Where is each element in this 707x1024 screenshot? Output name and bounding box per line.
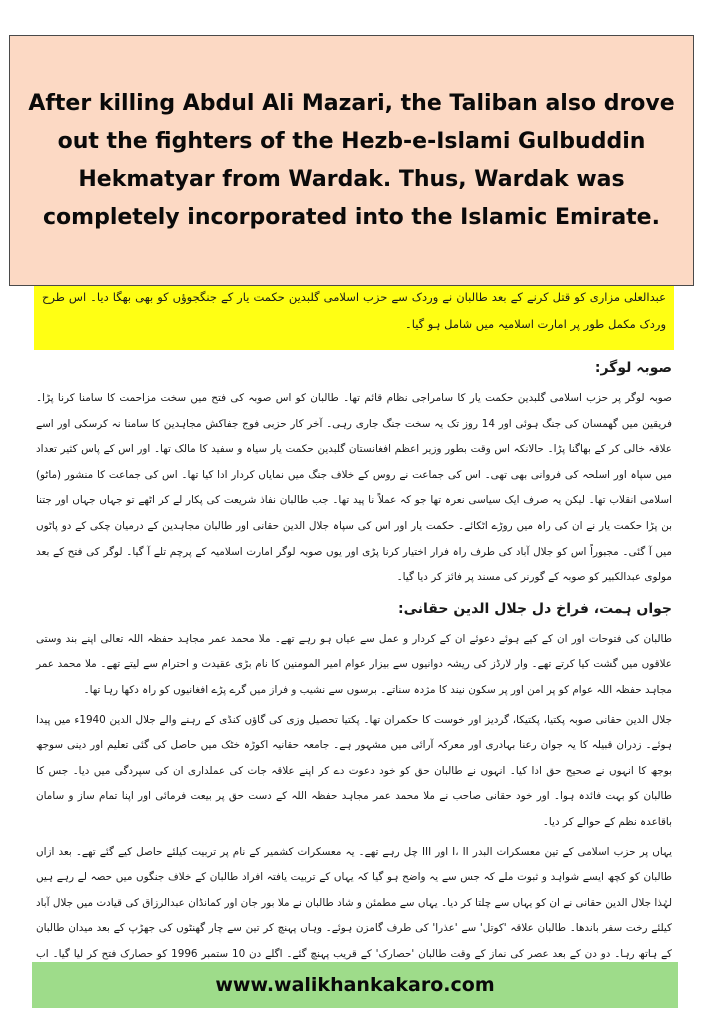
paragraph-haqqani-2: جلال الدین حقانی صوبہ پکتیا، پکتیکا، گردیز اور خوست کا حکمران تھا۔ پکتیا تحصیل وزی کی گاؤں کنڈی کے رہنے والے جلال الدین 1940ء میں پیدا ہوئے۔ زدران قبیلہ کا یہ جوان رعنا بہادری اور معرکہ آرائی میں مشہور ہے۔ جامعہ حقانیہ اکوڑہ خٹک میں حاصل کی گئی تعلیم اور دینی سوجھ بوجھ کا انہوں نے صحیح حق ادا کیا۔ انہوں نے طالبان حق کو خود دعوت دے کر اپنے علاقہ جات کی عملداری ان کی سپردگی میں دیا۔ جس کا طالبان کو بہت فائدہ ہوا۔ اور خود حقانی صاحب نے ملا محمد عمر مجاہد حفظہ اللہ کے دست حق پر بیعت فرمائی اور اپنا تمام ساز و سامان باقاعدہ نظم کے حوالے کر دیا۔ <box>36 713 672 828</box>
website-url[interactable]: www.walikhankakaro.com <box>215 974 495 996</box>
website-footer-banner <box>32 962 678 1008</box>
paragraph-haqqani-3: یہاں پر حزب اسلامی کے تین معسکرات البدر I، II اور III چل رہے تھے۔ یہ معسکرات کشمیر کے نام پر تربیت کیلئے حاصل کیے گئے تھے۔ بعد ازاں طالبان کو کچھ ایسے شواہد و ثبوت ملے کہ جس سے یہ واضح ہو گیا کہ یہاں کے تربیت یافتہ افراد طالبان کے خلاف جنگوں میں حصہ لے رہے ہیں لہٰذا جلال الدین حقانی نے ان کو یہاں سے چلتا کر دیا۔ یہاں سے مطمئن و شاد طالبان نے ملا بور جان اور کمانڈان عبدالرزاق کی قیادت میں جلال آباد کیلئے رخت سفر باندھا۔ طالبان علاقہ 'کوتل' سے 'عذرا' کی طرف گامزن ہوئے۔ وہاں پہنچ کر تین سے چار گھنٹوں کی جھڑپ کے بعد میدان طالبان کے ہاتھ رہا۔ دو دن کے بعد عصر کی نماز کے وقت طالبان 'حصارک' کے قریب پہنچ گئے۔ اگلے دن 10 ستمبر 1996 کو حصارک فتح کر لیا گیا۔ اب <box>36 845 673 960</box>
section-heading-haqqani: جواں ہمت، فراخ دل جلال الدین حقانی: <box>398 600 672 617</box>
paragraph-haqqani-1: طالبان کی فتوحات اور ان کے کیے ہوئے دعوئے ان کے کردار و عمل سے عیاں ہو رہے تھے۔ ملا محمد عمر مجاہد حفظہ اللہ تعالی اپنے بند وستی علاقوں میں گشت کیا کرتے تھے۔ وار لارڈز کی ریشہ دوانیوں سے بیزار عوام امیر المومنین کا نام بڑی عقیدت و احترام سے لیتے تھے۔ ملا محمد عمر مجاہد حفظہ اللہ عوام کو پر امن اور پر سکون نیند کا مژدہ سناتے۔ برسوں سے نشیب و فراز میں گرے پڑے افغانیوں کو راہ دکھا رہا تھا۔ <box>36 632 672 696</box>
article-body <box>36 352 673 960</box>
highlighted-urdu-text: عبدالعلی مزاری کو قتل کرنے کے بعد طالبان نے وردک سے حزب اسلامی گلبدین حکمت یار کے جنگجوؤں کو بھی بھگا دیا۔ اس طرح وردک مکمل طور پر امارت اسلامیہ میں شامل ہو گیا۔ <box>42 290 666 331</box>
english-translation-text: After killing Abdul Ali Mazari, the Taliban also drove out the fighters of the Hezb-e-Islami Gulbuddin Hekmatyar from Wardak. Thus, Wardak was completely incorporated into the Islamic Emirate. <box>28 90 675 230</box>
paragraph-logar: صوبہ لوگر پر حزب اسلامی گلبدین حکمت یار کا سامراجی نظام قائم تھا۔ طالبان کو اس صوبہ کی فتح میں سخت مزاحمت کا سامنا کرنا پڑا۔ فریقین میں گھمسان کی جنگ ہوئی اور 14 روز تک یہ سخت جنگ جاری رہی۔ آخر کار حزبی فوج جفاکش مجاہدین کا سامنا نہ کرسکی اور اسے علاقہ خالی کر کے بھاگنا پڑا۔ حالانکہ اس وقت بطور وزیر اعظم افغانستان گلبدین حکمت یار سیاہ و سفید کا مالک تھا۔ اور اس کے پاس کثیر تعداد میں سپاہ اور اسلحہ کی فروانی بھی تھی۔ اس کی جماعت نے روس کے خلاف جنگ میں نمایاں کردار ادا کیا تھا۔ اس کی جماعت کا منشور (ماٹو) اسلامی انقلاب تھا۔ لیکن یہ صرف ایک سیاسی نعرہ تھا جو کہ عملاً نا پید تھا۔ جب طالبان نفاذ شریعت کی پکار لے کر اٹھے تو جہاں جہاں اور جتنا بن پڑا حکمت یار نے ان کی راہ میں روڑے اٹکائے۔ حکمت یار اور اس کی سپاہ جلال الدین حقانی اور طالبان مجاہدین کے درمیان چکی کے دو پاٹوں میں آ گئی۔ مجبوراً اس کو جلال آباد کی طرف راہ فرار اختیار کرنا پڑی اور یوں صوبہ لوگر امارت اسلامیہ کے پرچم تلے آ گیا۔ لوگر کی فتح کے بعد مولوی عبدالکبیر کو صوبہ کے گورنر کی مسند پر فائز کر دیا گیا۔ <box>36 392 672 584</box>
section-heading-logar: صوبہ لوگر: <box>594 360 672 376</box>
english-translation-box <box>9 35 694 286</box>
